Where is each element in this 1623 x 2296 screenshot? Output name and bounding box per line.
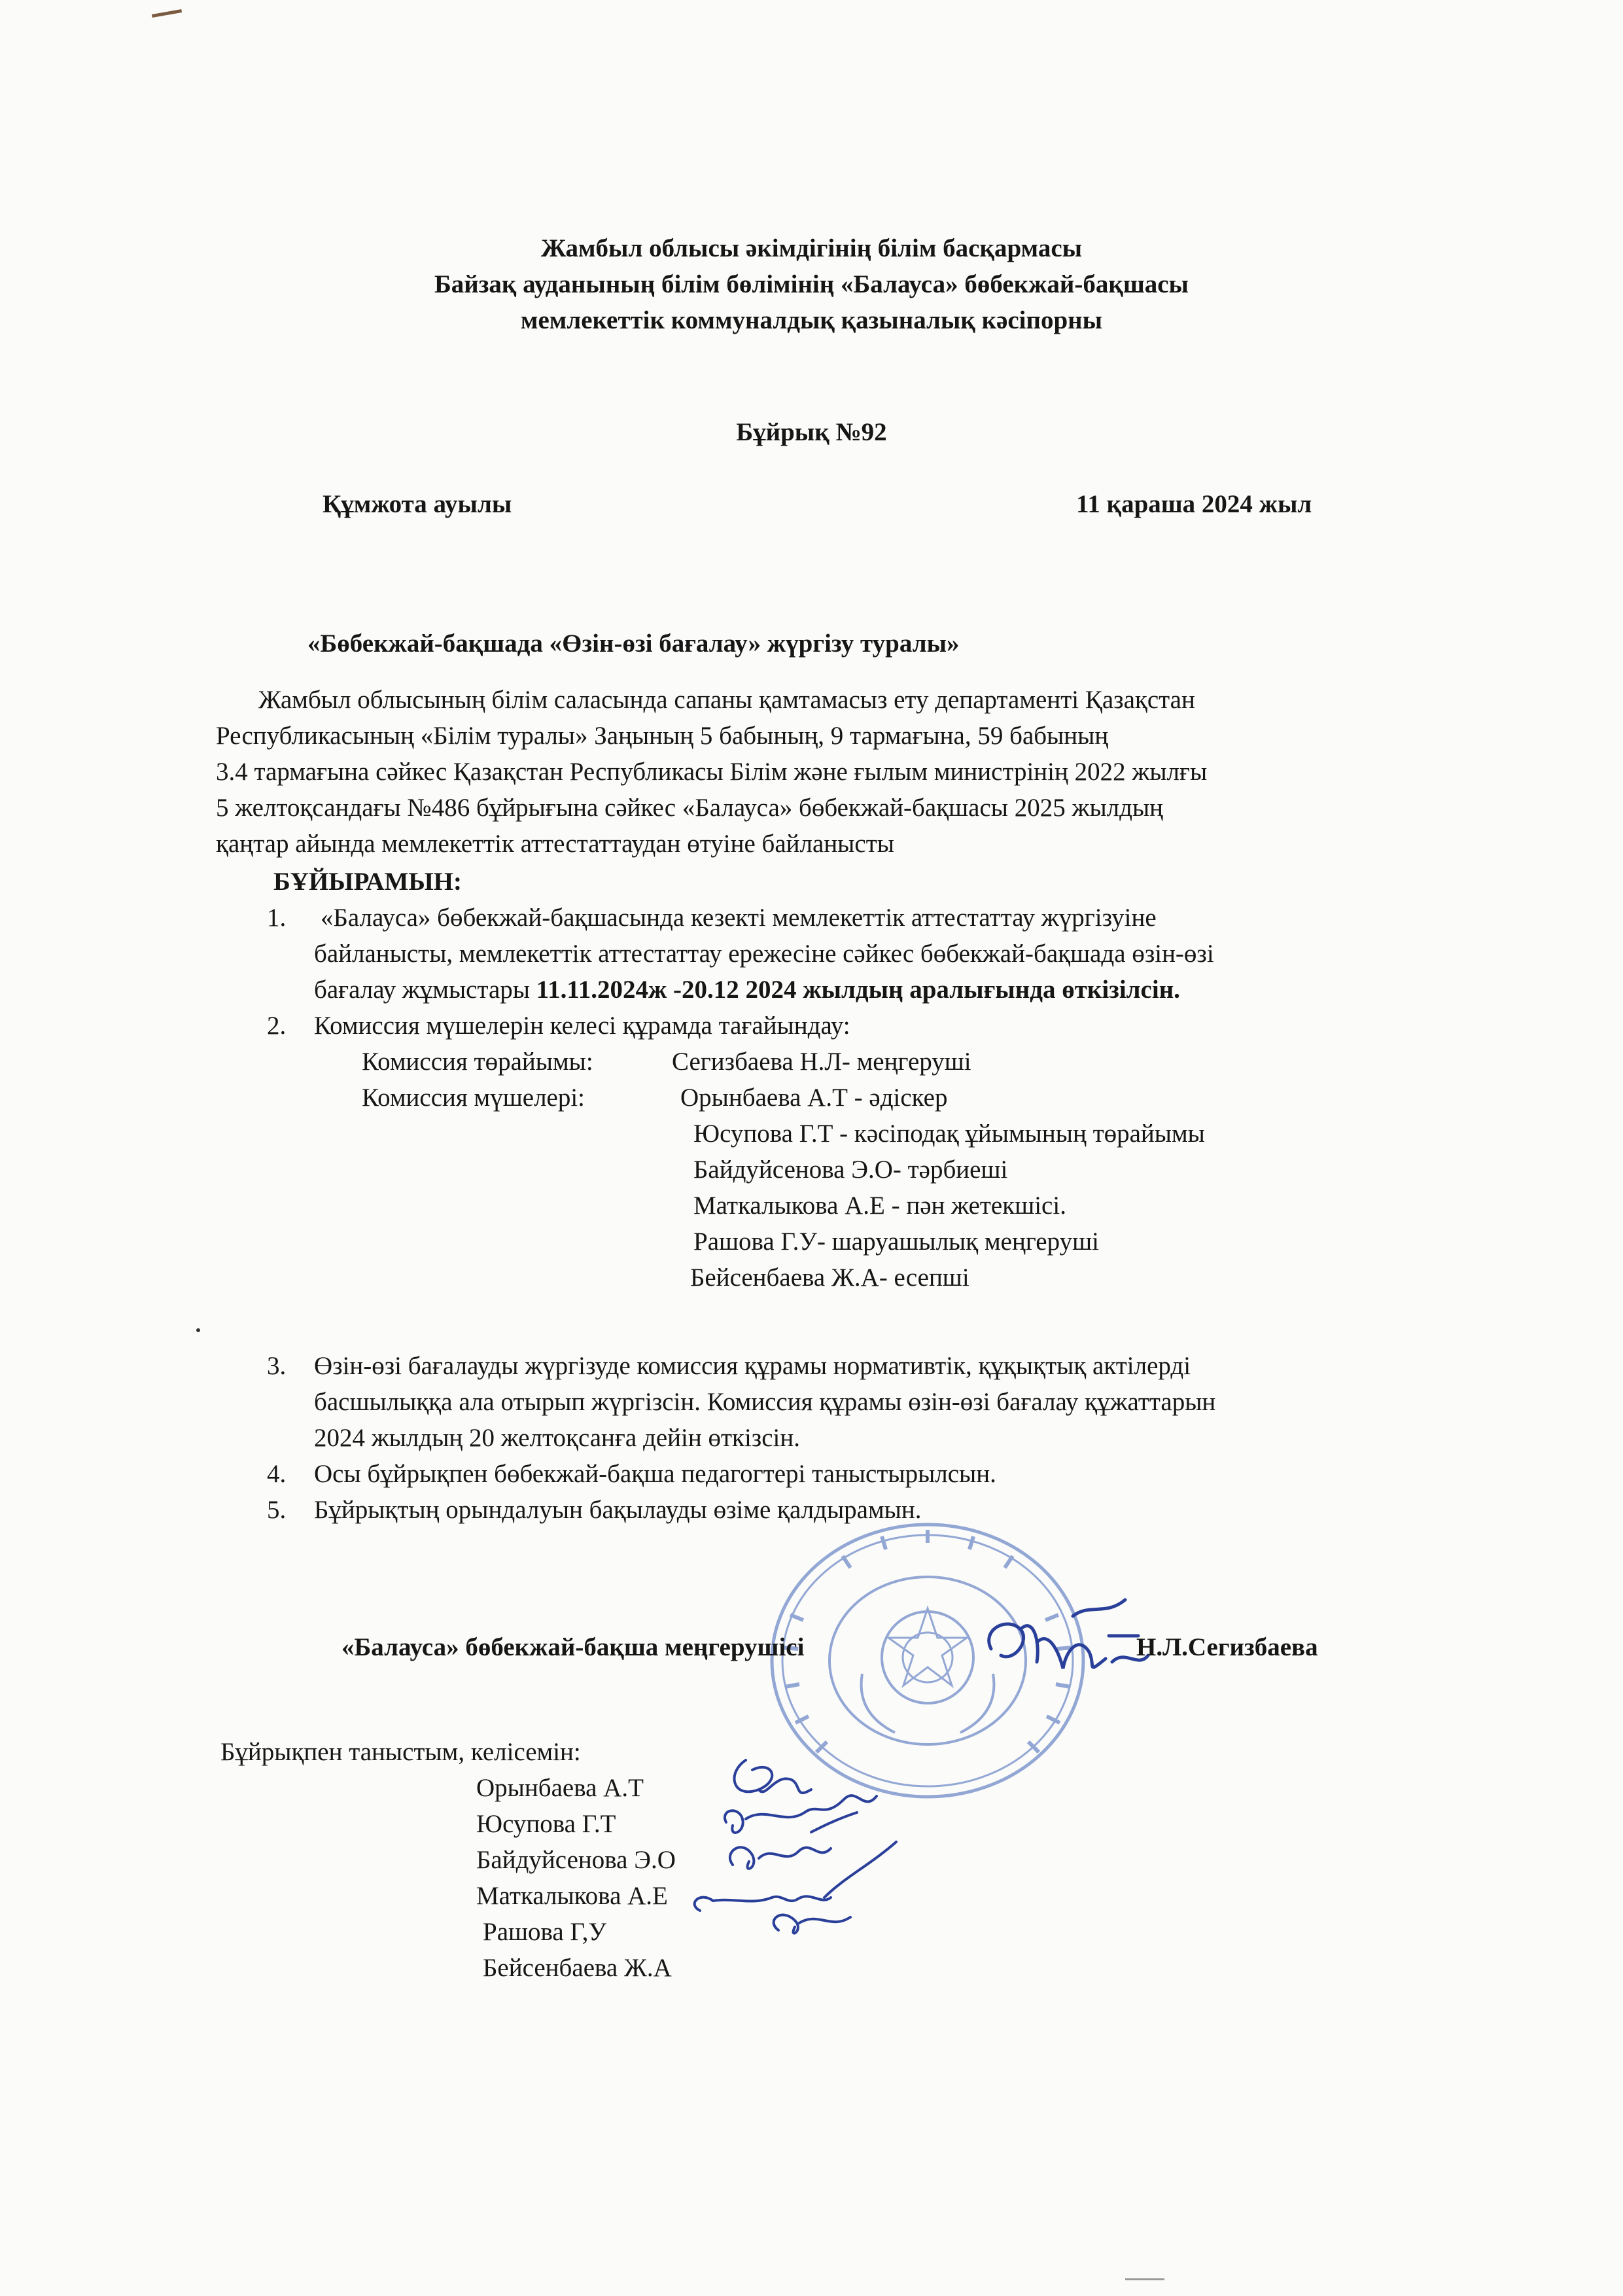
scan-mark-top xyxy=(152,9,182,18)
item-5-text: Бұйрықтың орындалуын бақылауды өзіме қалдырамын. xyxy=(314,1496,922,1524)
acknowledgement-name: Байдуйсенова Э.О xyxy=(476,1846,676,1874)
acknowledgement-name: Орынбаева А.Т xyxy=(476,1774,644,1802)
commission-members-label: Комиссия мүшелері: xyxy=(362,1084,585,1112)
director-handwritten-signature-icon xyxy=(975,1590,1151,1688)
item-5-number: 5. xyxy=(267,1496,287,1524)
commission-member: Юсупова Г.Т - кәсіподақ ұйымының төрайымы xyxy=(693,1120,1205,1148)
preamble-line-3: 3.4 тармағына сәйкес Қазақстан Республикасы Білім және ғылым министрінің 2022 жылғы xyxy=(216,758,1208,786)
scan-mark-bottom xyxy=(1125,2278,1164,2280)
commission-member: Рашова Г.У- шаруашылық меңгеруші xyxy=(693,1227,1099,1256)
commission-member: Байдуйсенова Э.О- тәрбиеші xyxy=(693,1156,1008,1184)
preamble-line-1: Жамбыл облысының білім саласында сапаны қамтамасыз ету департаменті Қазақстан xyxy=(258,686,1195,714)
decree-heading: БҰЙЫРАМЫН: xyxy=(273,868,462,896)
acknowledgement-name: Маткалыкова А.Е xyxy=(476,1882,668,1910)
commission-chair-label: Комиссия төрайымы: xyxy=(362,1048,593,1076)
signature-name: Н.Л.Сегизбаева xyxy=(1136,1633,1318,1661)
item-1-line-3-text: бағалау жұмыстары xyxy=(314,976,536,1004)
acknowledgement-name: Юсупова Г.Т xyxy=(476,1810,616,1838)
header-organization-line-3: мемлекеттік коммуналдық қазыналық кәсіпорны xyxy=(520,306,1103,334)
acknowledgement-name: Бейсенбаева Ж.А xyxy=(483,1954,672,1982)
commission-chair: Сегизбаева Н.Л- меңгеруші xyxy=(672,1048,971,1076)
item-3-line-1: Өзін-өзі бағалауды жүргізуде комиссия құрамы нормативтік, құқықтық актілерді xyxy=(314,1352,1191,1380)
order-subject: «Бөбекжай-бақшада «Өзін-өзі бағалау» жүргізу туралы» xyxy=(307,629,960,658)
commission-member: Маткалыкова А.Е - пән жетекшісі. xyxy=(693,1192,1066,1220)
scan-dot xyxy=(196,1328,200,1332)
header-organization-line-1: Жамбыл облысы әкімдігінің білім басқармасы xyxy=(540,234,1083,262)
order-date: 11 қараша 2024 жыл xyxy=(1076,490,1312,518)
item-1-line-2: байланысты, мемлекеттік аттестаттау ережесіне сәйкес бөбекжай-бақшада өзін-өзі xyxy=(314,940,1214,968)
header-organization-line-2: Байзақ ауданының білім бөлімінің «Балауса» бөбекжай-бақшасы xyxy=(434,270,1189,298)
acknowledgement-label: Бұйрықпен таныстым, келісемін: xyxy=(220,1738,581,1766)
item-3-number: 3. xyxy=(267,1352,287,1380)
item-1-line-3 xyxy=(314,972,1180,1008)
signature-position: «Балауса» бөбекжай-бақша меңгерушісі xyxy=(341,1633,805,1661)
item-3-line-2: басшылыққа ала отырып жүргізсін. Комиссия құрамы өзін-өзі бағалау құжаттарын xyxy=(314,1388,1216,1416)
item-2-number: 2. xyxy=(267,1012,287,1040)
preamble-line-5: қаңтар айында мемлекеттік аттестаттаудан өтуіне байланысты xyxy=(216,830,894,858)
preamble-line-2: Республикасының «Білім туралы» Заңының 5 бабының, 9 тармағына, 59 бабының xyxy=(216,722,1109,750)
commission-member: Бейсенбаева Ж.А- есепші xyxy=(690,1263,969,1292)
item-1-number: 1. xyxy=(267,904,287,932)
item-4-text: Осы бұйрықпен бөбекжай-бақша педагогтері таныстырылсын. xyxy=(314,1460,996,1488)
item-1-line-3-dates: 11.11.2024ж -20.12 2024 жылдың аралығында өткізілсін. xyxy=(536,976,1180,1004)
item-3-line-3: 2024 жылдың 20 желтоқсанға дейін өткізсін. xyxy=(314,1424,800,1452)
item-1-line-1: «Балауса» бөбекжай-бақшасында кезекті мемлекеттік аттестаттау жүргізуіне xyxy=(321,904,1157,932)
acknowledgement-name: Рашова Г,У xyxy=(483,1918,607,1946)
item-4-number: 4. xyxy=(267,1460,287,1488)
item-2-text: Комиссия мүшелерін келесі құрамда тағайындау: xyxy=(314,1012,850,1040)
order-number: Бұйрық №92 xyxy=(736,418,887,446)
staff-handwritten-signature-icon xyxy=(661,1734,935,1983)
commission-member: Орынбаева А.Т - әдіскер xyxy=(680,1084,948,1112)
preamble-line-4: 5 желтоқсандағы №486 бұйрығына сәйкес «Балауса» бөбекжай-бақшасы 2025 жылдың xyxy=(216,794,1164,822)
order-place: Құмжота ауылы xyxy=(323,490,512,518)
